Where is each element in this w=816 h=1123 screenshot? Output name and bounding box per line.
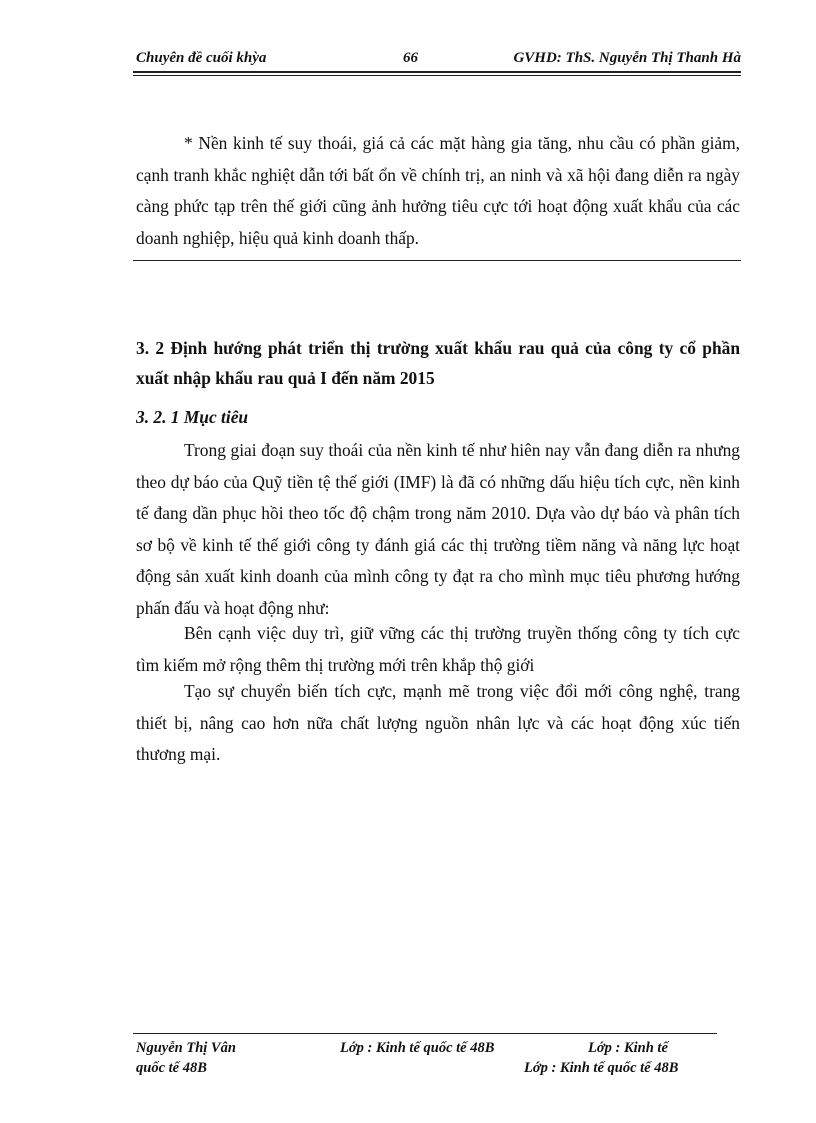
header-rule-thin xyxy=(133,75,741,76)
footer-author: Nguyễn Thị Vân xyxy=(136,1040,236,1056)
section-heading: 3. 2 Định hướng phát triển thị trường xuất khẩu rau quả của công ty cổ phần xuất nhập khẩu rau quả I đến năm 2015 xyxy=(136,338,740,388)
header-page-number: 66 xyxy=(403,50,418,66)
header-supervisor: GVHD: ThS. Nguyễn Thị Thanh Hà xyxy=(513,50,741,66)
footer-class-repeat: Lớp : Kinh tế xyxy=(588,1040,668,1056)
subsection-heading: 3. 2. 1 Mục tiêu xyxy=(136,407,249,427)
section-divider xyxy=(133,260,741,261)
header-rule xyxy=(133,71,741,73)
paragraph-technology: Tạo sự chuyển biến tích cực, mạnh mẽ trong việc đổi mới công nghệ, trang thiết bị, nâng cao hơn nữa chất lượng nguồn nhân lực và các hoạt động xúc tiến thương mại. xyxy=(136,681,740,764)
footer-class: Lớp : Kinh tế quốc tế 48B xyxy=(340,1040,495,1056)
footer-class-continued: quốc tế 48B xyxy=(136,1060,207,1076)
paragraph-markets: Bên cạnh việc duy trì, giữ vững các thị trường truyền thống công ty tích cực tìm kiếm mở rộng thêm thị trường mới trên khắp thộ giới xyxy=(136,623,740,675)
page-header xyxy=(133,48,741,70)
page-footer xyxy=(136,1040,716,1080)
paragraph-objective: Trong giai đoạn suy thoái của nền kinh tế như hiên nay vẫn đang diễn ra nhưng theo dự báo của Quỹ tiền tệ thế giới (IMF) là đã có những dấu hiệu tích cực, nền kinh tế đang dần phục hồi theo tốc độ chậm trong năm 2010. Dựa vào dự báo và phân tích sơ bộ về kinh tế thế giới công ty đánh giá các thị trường tiềm năng và năng lực hoạt động sản xuất kinh doanh của mình công ty đạt ra cho mình mục tiêu phương hướng phấn đấu và hoạt động như: xyxy=(136,440,740,618)
intro-paragraph: * Nền kinh tế suy thoái, giá cả các mặt hàng gia tăng, nhu cầu có phần giảm, cạnh tranh khắc nghiệt dẫn tới bất ổn về chính trị, an ninh và xã hội đang diễn ra ngày càng phức tạp trên thế giới cũng ảnh hưởng tiêu cực tới hoạt động xuất khẩu của các doanh nghiệp, hiệu quả kinh doanh thấp. xyxy=(136,133,740,248)
footer-class-second: Lớp : Kinh tế quốc tế 48B xyxy=(524,1060,679,1076)
header-course-title: Chuyên đề cuối khỳa xyxy=(136,50,267,66)
footer-rule xyxy=(133,1033,717,1034)
